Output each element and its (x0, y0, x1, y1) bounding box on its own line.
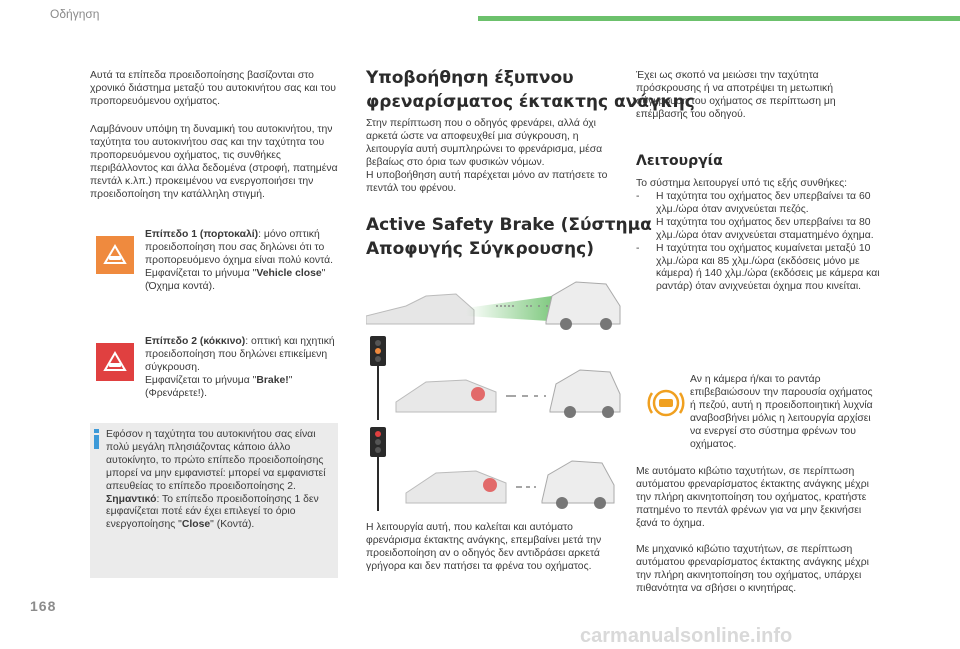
col2-para3: Η λειτουργία αυτή, που καλείται και αυτόματο φρενάρισμα έκτακτης ανάγκης, επεμβαίνει μετά την προειδοποίηση αν ο οδηγός δεν αντιδράσει αρκετά γρήγορα και δεν πατήσει τα φρένα του οχήματος. (366, 522, 602, 572)
col3-para-auto: Με αυτόματο κιβώτιο ταχυτήτων, σε περίπτωση αυτόματου φρεναρίσματος έκτακτης ανάγκης μέχρι την πλήρη ακινητοποίηση του οχήματος, κρατήστε πατημένο το πεντάλ φρένων για να μην ξεκινήσει ξανά το όχημα. (636, 466, 869, 529)
level2-msg-suffix: " (288, 374, 293, 386)
brake-warning-icon (644, 381, 688, 425)
condition-item: - Η ταχύτητα του οχήματος κυμαίνεται μεταξύ 10 χλμ./ώρα και 85 χλμ./ώρα (εκδόσεις μόνο με κάμερα) ή 140 χλμ./ώρα (εκδόσεις με κάμερα και ραντάρ) όταν ανιχνεύεται όχημα που κινείται. (636, 243, 880, 295)
info-icon (94, 429, 99, 449)
heading-smart-brake-line1: Υποβοήθηση έξυπνου (366, 68, 574, 88)
info-note-label: Σημαντικό (106, 493, 157, 505)
level2-msg: Brake! (256, 374, 289, 386)
col1-para2: Λαμβάνουν υπόψη τη δυναμική του αυτοκινήτου, την ταχύτητα του αυτοκινήτου σας και την ταχύτητα του προπορευόμενου οχήματος, τις συνθήκες περιβάλλοντος και άλλα δεδομένα (στροφή, πατημένα πεντάλ κ.λπ.) προκειμένου να ενεργοποιήσει την προειδοποίηση την κατάλληλη στιγμή. (90, 124, 338, 200)
orange-warning-icon (96, 236, 134, 274)
page-number: 168 (30, 598, 57, 614)
level1-msg-prefix: Εμφανίζεται το μήνυμα " (145, 267, 257, 279)
info-note-value: Close (181, 519, 211, 531)
red-warning-icon (96, 343, 134, 381)
col3-intro: Το σύστημα λειτουργεί υπό τις εξής συνθήκες: (636, 178, 847, 189)
section-title: Οδήγηση (50, 7, 100, 21)
condition-item: - Η ταχύτητα του οχήματος δεν υπερβαίνει τα 60 χλμ./ώρα όταν ανιχνεύεται πεζός. (636, 191, 880, 217)
heading-asb-line2: Αποφυγής Σύγκρουσης) (366, 239, 595, 259)
info-note-suffix: " (Κοντά). (210, 519, 255, 531)
illustration-level2 (366, 423, 622, 511)
level1-title: Επίπεδο 1 (πορτοκαλί) (145, 229, 259, 240)
conditions-list (636, 191, 880, 294)
col2-para2: Η υποβοήθηση αυτή παρέχεται μόνο αν πατήσετε το πεντάλ του φρένου. (366, 170, 608, 194)
heading-smart-brake-line2: φρεναρίσματος έκτακτης ανάγκης (366, 92, 695, 112)
heading-asb-line1: Active Safety Brake (Σύστημα (366, 215, 652, 235)
level2-title: Επίπεδο 2 (κόκκινο) (145, 336, 246, 347)
level2-translation: (Φρενάρετε!). (145, 387, 208, 399)
col3-para1: Έχει ως σκοπό να μειώσει την ταχύτητα πρόσκρουσης ή να αποτρέψει τη μετωπική σύγκρουση του οχήματος σε περίπτωση μη επέμβασης του οδηγού. (636, 70, 836, 120)
level1-msg: Vehicle close (256, 267, 322, 279)
illustration-level1 (366, 332, 622, 420)
illustration-following (366, 276, 622, 330)
col2-para1: Στην περίπτωση που ο οδηγός φρενάρει, αλλά όχι αρκετά ώστε να αποφευχθεί μια σύγκρουση, η λειτουργία αυτή συμπληρώνει το φρενάρισμα, μέσα βεβαίως στο όρια των φυσικών νόμων. (366, 118, 603, 168)
level1-msg-suffix: " (321, 267, 326, 279)
info-box (90, 423, 338, 578)
col1-para1: Αυτά τα επίπεδα προειδοποίησης βασίζονται στο χρονικό διάστημα μεταξύ του αυτοκινήτου σας και του προπορευόμενου οχήματος. (90, 70, 336, 107)
level1-translation: (Όχημα κοντά). (145, 280, 215, 292)
level2-msg-prefix: Εμφανίζεται το μήνυμα " (145, 374, 257, 386)
watermark: carmanualsonline.info (580, 625, 793, 647)
level1-text: : μόνο οπτική προειδοποίηση που σας δηλώνει ότι το προπορευόμενο όχημα είναι πολύ κοντά. (145, 229, 333, 266)
header-bar (478, 16, 960, 21)
heading-operation: Λειτουργία (636, 153, 723, 169)
level1-block (145, 229, 340, 294)
level2-text: : οπτική και ηχητική προειδοποίηση που δηλώνει επικείμενη σύγκρουση. (145, 336, 335, 373)
level2-block (145, 336, 340, 401)
info-note-text: : Το επίπεδο προειδοποίησης 1 δεν εμφανίζεται ποτέ εάν έχει επιλεγεί το όριο ενεργοποίησης " (106, 493, 319, 531)
col3-para-manual: Με μηχανικό κιβώτιο ταχυτήτων, σε περίπτωση αυτόματου φρεναρίσματος έκτακτης ανάγκης μέχρι την πλήρη ακινητοποίηση του οχήματος, υπάρχει πιθανότητα να σβήσει ο κινητήρας. (636, 544, 869, 594)
info-text: Εφόσον η ταχύτητα του αυτοκινήτου σας είναι πολύ μεγάλη πλησιάζοντας κάποιο άλλο αυτοκίνητο, το πρώτο επίπεδο προειδοποίησης μπορεί να μην εμφανιστεί: μπορεί να εμφανιστεί απευθείας το επίπεδο προειδοποίησης 2. (106, 429, 326, 492)
condition-item: - Η ταχύτητα του οχήματος δεν υπερβαίνει τα 80 χλμ./ώρα όταν ανιχνεύεται σταματημένο όχημα. (636, 217, 880, 243)
icon-description: Αν η κάμερα ή/και το ραντάρ επιβεβαιώσουν την παρουσία οχήματος ή πεζού, αυτή η προειδοποιητική λυχνία αναβοσβήνει μόλις η λειτουργία αρχίσει να ενεργεί στο σύστημα φρένων του οχήματος. (690, 374, 873, 450)
